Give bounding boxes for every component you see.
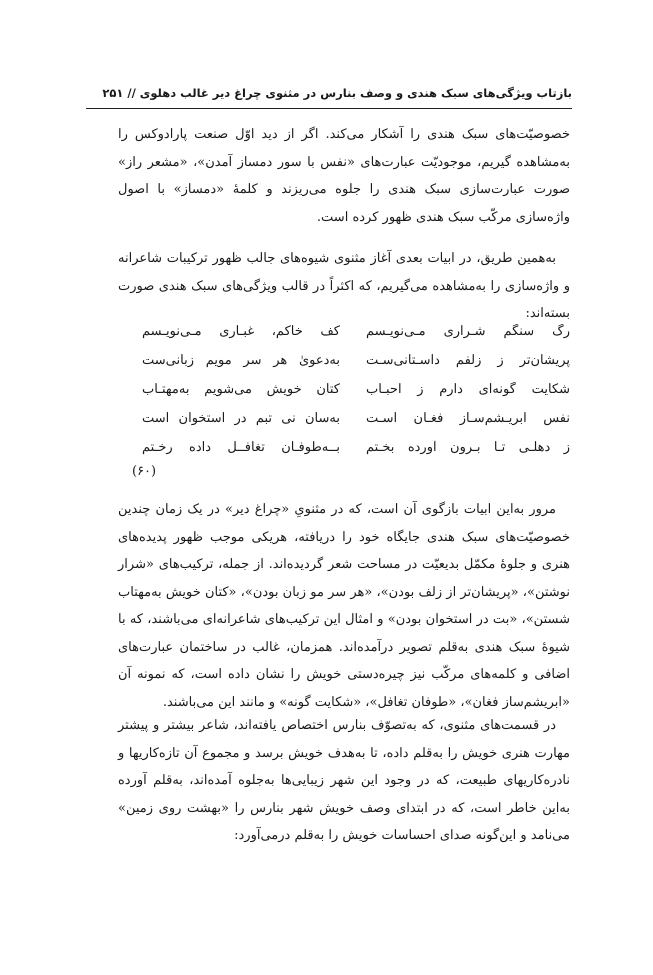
verse-second-hemistich: به‌سان نی تبم در استخوان است — [142, 411, 340, 426]
verse-first-hemistich: شکایت گونه‌ای دارم ز احبـاب — [366, 382, 570, 397]
poem-verse — [118, 324, 570, 353]
poem-verse — [118, 382, 570, 411]
poem-verse — [118, 353, 570, 382]
verse-second-hemistich: کتان خویش می‌شویم به‌مهتـاب — [142, 382, 340, 397]
paragraph-1: خصوصیّت‌های سبک هندی را آشکار می‌کند. اگر از دید اوّل صنعت پارادوکس را به‌مشاهده گیریم، موجودیّت عبارت‌های «نفس با سور دمساز آمدن»، «مشعر راز» صورت عبارت‌سازی سبک هندی را جلوه می‌ریزند و کلمۀ «دمساز» با اصول واژه‌سازی مرکّب سبک هندی ظهور کرده است. — [118, 127, 570, 225]
running-header: بازتاب ویژگی‌های سبک هندی و وصف بنارس در مثنوی چراغ دیر غالب دهلوی // ۲۵۱ — [102, 86, 572, 100]
paragraph-2: به‌همین طریق، در ابیات بعدی آغاز مثنوی شیوه‌های جالب ظهور ترکیبات شاعرانه و واژه‌سازی را به‌مشاهده می‌گیریم، که اکثراً در قالب ویژگی‌های سبک هندی صورت بسته‌اند: — [118, 251, 570, 321]
poem-verse — [118, 440, 570, 469]
header-divider — [86, 108, 572, 109]
verse-second-hemistich: بــه‌طوفـان تغافــل داده رخـتم — [142, 440, 340, 455]
verse-second-hemistich: کف خاکم، غبـاری مـی‌نویـسم — [142, 324, 340, 339]
poem-reference-number: (۶۰) — [132, 464, 157, 479]
verse-first-hemistich: پریشان‌تر ز زلفم داسـتانی‌سـت — [366, 353, 570, 368]
paragraph-3: مرور به‌این ابیات بازگوی آن است، که در مثنویِ «چراغ دیر» در یک زمان چندین خصوصیّت‌های سبک هندی جایگاه خود را دریافته، هریکی موجب ظهور پدیده‌های هنری و جلوۀ مکمّل بدیعیّت در مساحت شعر گردیده‌اند. از جمله، ترکیب‌های «شرار نوشتن»، «پریشان‌تر از زلف بودن»، «هر سر مو زبان بودن»، «کتان خویش به‌مهتاب شستن»، «بت در استخوان بودن» و امثال این ترکیب‌های شاعرانه‌ای می‌باشند، که با شیوۀ سبک هندی به‌قلم تصویر درآمده‌اند. همزمان، غالب در ساختمان عبارت‌های اضافی و کلمه‌های مرکّب نیز چیره‌دستی خویش را نشان داده است، که نمونه آن «ابریشم‌ساز فغان»، «طوفان تغافل»، «شکایت گونه» و مانند این می‌باشند. — [118, 502, 570, 710]
poem-verse — [118, 411, 570, 440]
verse-second-hemistich: به‌دعویٰ هر سر مویم زبانی‌ست — [142, 353, 340, 368]
verse-first-hemistich: نفس ابریـشم‌سـاز فغـان اسـت — [366, 411, 570, 426]
poem-block — [118, 324, 570, 469]
verse-first-hemistich: رگ سنگم شـراری مـی‌نویـسم — [366, 324, 570, 339]
paragraph-4: در قسمت‌های مثنوی، که به‌تصوّف بنارس اختصاص یافته‌اند، شاعر بیشتر و پیشتر مهارت هنری خویش را به‌قلم داده، تا به‌هدف خویش برسد و مجموع آن تازه‌کاریها و نادره‌کاریهای طبیعت، که در وجود این شهر زیبایی‌ها به‌جلوه آمده‌اند، به‌قلم آورده به‌این خاطر است، که در ابتدای وصف خویش شهر بنارس را «بهشت روی زمین» می‌نامد و این‌گونه صدای احساسات خویش را به‌قلم درمی‌آورد: — [118, 718, 570, 843]
verse-first-hemistich: ز دهلـی تـا بـرون آورده بخـتم — [366, 440, 570, 455]
